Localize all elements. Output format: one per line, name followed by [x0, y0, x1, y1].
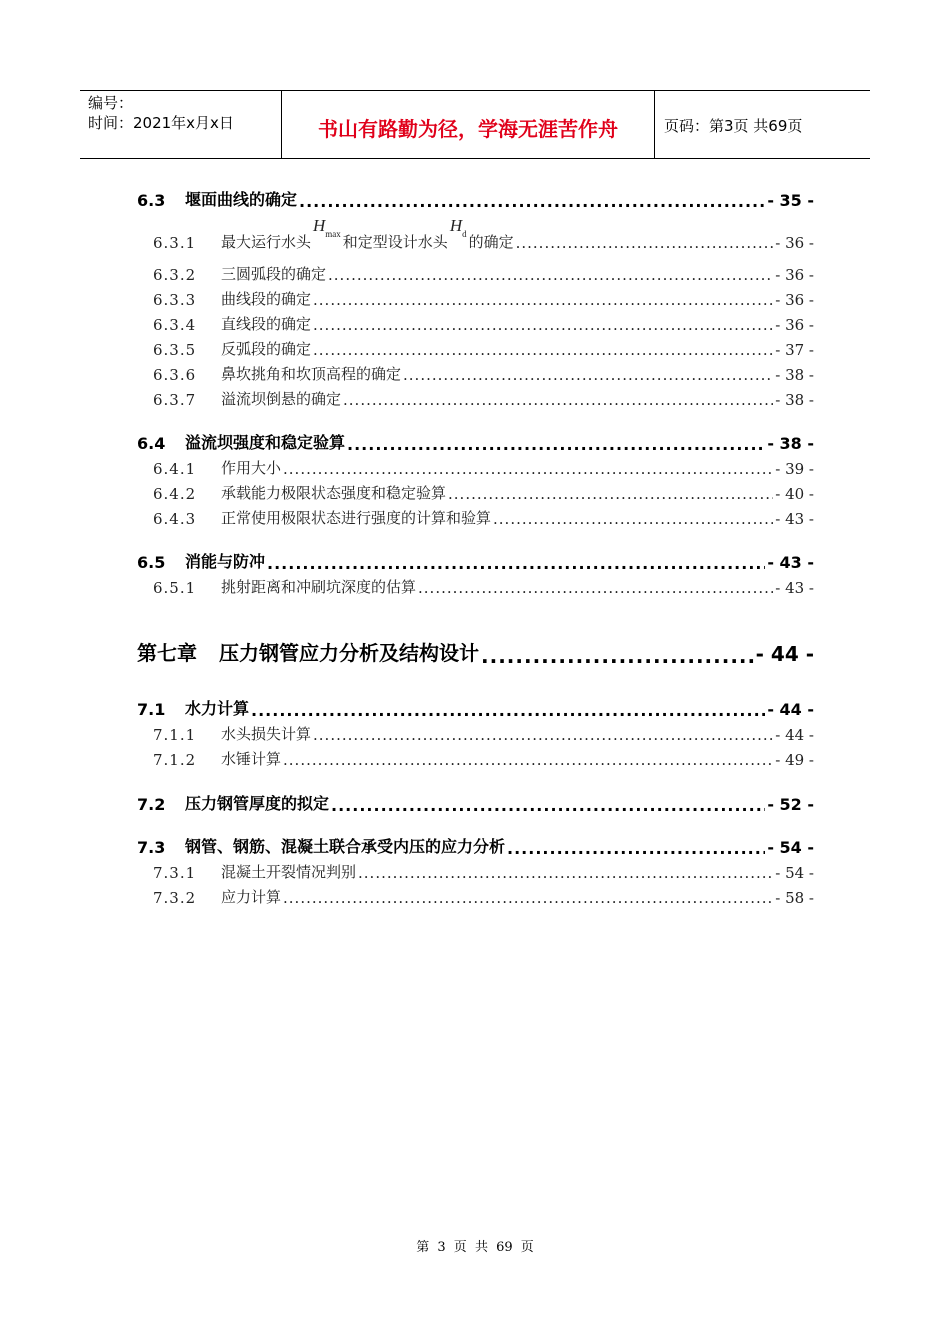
toc-title: 应力计算	[221, 888, 282, 906]
toc-title: 水头损失计算	[221, 725, 312, 743]
toc-number: 7.2	[137, 795, 166, 814]
header-page-label: 页码：第3页 共69页	[664, 117, 803, 135]
toc-entry-6-4-1[interactable]	[153, 454, 814, 478]
toc-title: 水力计算	[185, 699, 250, 718]
h-d-symbol: $H_d$	[449, 216, 467, 239]
toc-title: 堰面曲线的确定	[185, 190, 298, 209]
toc-leader	[283, 751, 773, 769]
footer-total-pages: 69	[496, 1240, 513, 1255]
toc-number: 6.3.5	[153, 341, 197, 359]
toc-entry-6-3-6[interactable]	[153, 360, 814, 384]
toc-leader	[403, 366, 773, 384]
toc-title: 水锤计算	[221, 750, 282, 768]
toc-entry-6-3-7[interactable]	[153, 385, 814, 409]
toc-leader	[331, 796, 765, 814]
toc-entry-6-5[interactable]	[137, 548, 814, 572]
toc-number: 7.1.2	[153, 751, 197, 769]
header-motto: 书山有路勤为径，学海无涯苦作舟	[318, 117, 618, 141]
toc-page: - 43 -	[767, 553, 814, 572]
toc-entry-6-3-3[interactable]	[153, 285, 814, 309]
toc-leader	[448, 485, 773, 503]
toc-title: 挑射距离和冲刷坑深度的估算	[221, 578, 417, 596]
toc-leader	[343, 391, 773, 409]
toc-entry-chapter-7[interactable]	[137, 636, 814, 666]
toc-title: 承载能力极限状态强度和稳定验算	[221, 484, 447, 502]
toc-leader	[313, 291, 773, 309]
toc-leader	[313, 726, 773, 744]
toc-number: 6.4.1	[153, 460, 197, 478]
footer-text: 第	[416, 1240, 430, 1255]
toc-page: - 54 -	[775, 864, 814, 882]
toc-entry-6-4-3[interactable]	[153, 504, 814, 528]
toc-page: - 36 -	[775, 234, 814, 252]
toc-number: 6.4.2	[153, 485, 197, 503]
toc-leader	[267, 554, 765, 572]
toc-number: 7.1	[137, 700, 166, 719]
toc-page: - 38 -	[775, 366, 814, 384]
footer-page-number: 3	[437, 1240, 446, 1255]
toc-title: 溢流坝倒悬的确定	[221, 390, 342, 408]
toc-page: - 37 -	[775, 341, 814, 359]
toc-number: 7.3	[137, 838, 166, 857]
toc-leader	[313, 341, 773, 359]
toc-page: - 36 -	[775, 291, 814, 309]
toc-entry-6-3-4[interactable]	[153, 310, 814, 334]
toc-page: - 49 -	[775, 751, 814, 769]
toc-title: 鼻坎挑角和坎顶高程的确定	[221, 365, 402, 383]
toc-leader	[283, 460, 773, 478]
footer-text: 页	[453, 1240, 467, 1255]
toc-entry-7-1[interactable]	[137, 695, 814, 719]
toc-title: 混凝土开裂情况判别	[221, 863, 357, 881]
footer-text: 共	[474, 1240, 488, 1255]
toc-page: - 36 -	[775, 266, 814, 284]
toc-page: - 40 -	[775, 485, 814, 503]
toc-leader	[328, 266, 773, 284]
toc-title: 正常使用极限状态进行强度的计算和验算	[221, 509, 492, 527]
time-label: 时间：2021年x月x日	[88, 114, 234, 132]
toc-leader	[507, 839, 765, 857]
page-footer	[0, 1236, 950, 1255]
toc-leader	[347, 435, 765, 453]
toc-number: 7.1.1	[153, 726, 197, 744]
toc-number: 7.3.2	[153, 889, 197, 907]
toc-page: - 43 -	[775, 579, 814, 597]
toc-leader	[251, 701, 765, 719]
header-divider	[654, 91, 655, 158]
toc-entry-7-3-2[interactable]	[153, 883, 814, 907]
toc-number: 6.4.3	[153, 510, 197, 528]
toc-leader	[418, 579, 773, 597]
toc-title: 反弧段的确定	[221, 340, 312, 358]
toc-page: - 44 -	[775, 726, 814, 744]
toc-leader	[313, 316, 773, 334]
toc-page: - 38 -	[767, 434, 814, 453]
toc-entry-6-4-2[interactable]	[153, 479, 814, 503]
toc-page: - 58 -	[775, 889, 814, 907]
toc-entry-7-3[interactable]	[137, 833, 814, 857]
toc-number: 6.3.3	[153, 291, 197, 309]
toc-number: 6.3.6	[153, 366, 197, 384]
toc-page: - 54 -	[767, 838, 814, 857]
toc-title: 压力钢管应力分析及结构设计	[219, 641, 479, 665]
page-header	[80, 90, 870, 159]
toc-entry-6-4[interactable]	[137, 429, 814, 453]
toc-page: - 39 -	[775, 460, 814, 478]
toc-entry-6-3-2[interactable]	[153, 260, 814, 284]
toc-number: 6.5	[137, 553, 166, 572]
toc-page: - 35 -	[767, 191, 814, 210]
toc-page: - 36 -	[775, 316, 814, 334]
toc-number: 6.3.4	[153, 316, 197, 334]
toc-leader	[516, 234, 774, 252]
toc-title: 曲线段的确定	[221, 290, 312, 308]
toc-title: 作用大小	[221, 459, 282, 477]
toc-number: 6.3.2	[153, 266, 197, 284]
toc-number: 6.3	[137, 191, 166, 210]
footer-text: 页	[520, 1240, 534, 1255]
toc-title: 压力钢管厚度的拟定	[185, 794, 330, 813]
toc-entry-6-3-1[interactable]	[153, 216, 814, 252]
toc-leader	[283, 889, 773, 907]
toc-number: 第七章	[137, 641, 197, 665]
header-meta	[88, 93, 234, 133]
toc-title: 三圆弧段的确定	[221, 265, 327, 283]
toc-title: 消能与防冲	[185, 552, 266, 571]
h-max-symbol: $H_{max}$	[313, 216, 341, 239]
toc-number: 7.3.1	[153, 864, 197, 882]
toc-entry-6-3-5[interactable]	[153, 335, 814, 359]
toc-entry-6-5-1[interactable]	[153, 573, 814, 597]
toc-page: - 44 -	[755, 642, 814, 666]
code-label: 编号：	[88, 94, 134, 112]
toc-title: 钢管、钢筋、混凝土联合承受内压的应力分析	[185, 837, 506, 856]
toc-number: 6.5.1	[153, 579, 197, 597]
toc-title: 直线段的确定	[221, 315, 312, 333]
toc-entry-7-1-2[interactable]	[153, 745, 814, 769]
toc-entry-7-2[interactable]	[137, 790, 814, 814]
toc-leader	[299, 192, 765, 210]
toc-leader	[358, 864, 773, 882]
toc-page: - 43 -	[775, 510, 814, 528]
toc-entry-7-1-1[interactable]	[153, 720, 814, 744]
toc-page: - 38 -	[775, 391, 814, 409]
toc-title: 最大运行水头$H_{max}$ 和定型设计水头$H_d$ 的确定	[221, 216, 514, 251]
toc-leader	[493, 510, 773, 528]
toc-entry-7-3-1[interactable]	[153, 858, 814, 882]
toc-number: 6.3.1	[153, 234, 197, 252]
toc-leader	[481, 644, 754, 666]
toc-number: 6.3.7	[153, 391, 197, 409]
toc-entry-6-3[interactable]	[137, 186, 814, 210]
toc-page: - 52 -	[767, 795, 814, 814]
toc-number: 6.4	[137, 434, 166, 453]
toc-title: 溢流坝强度和稳定验算	[185, 433, 346, 452]
toc-page: - 44 -	[767, 700, 814, 719]
